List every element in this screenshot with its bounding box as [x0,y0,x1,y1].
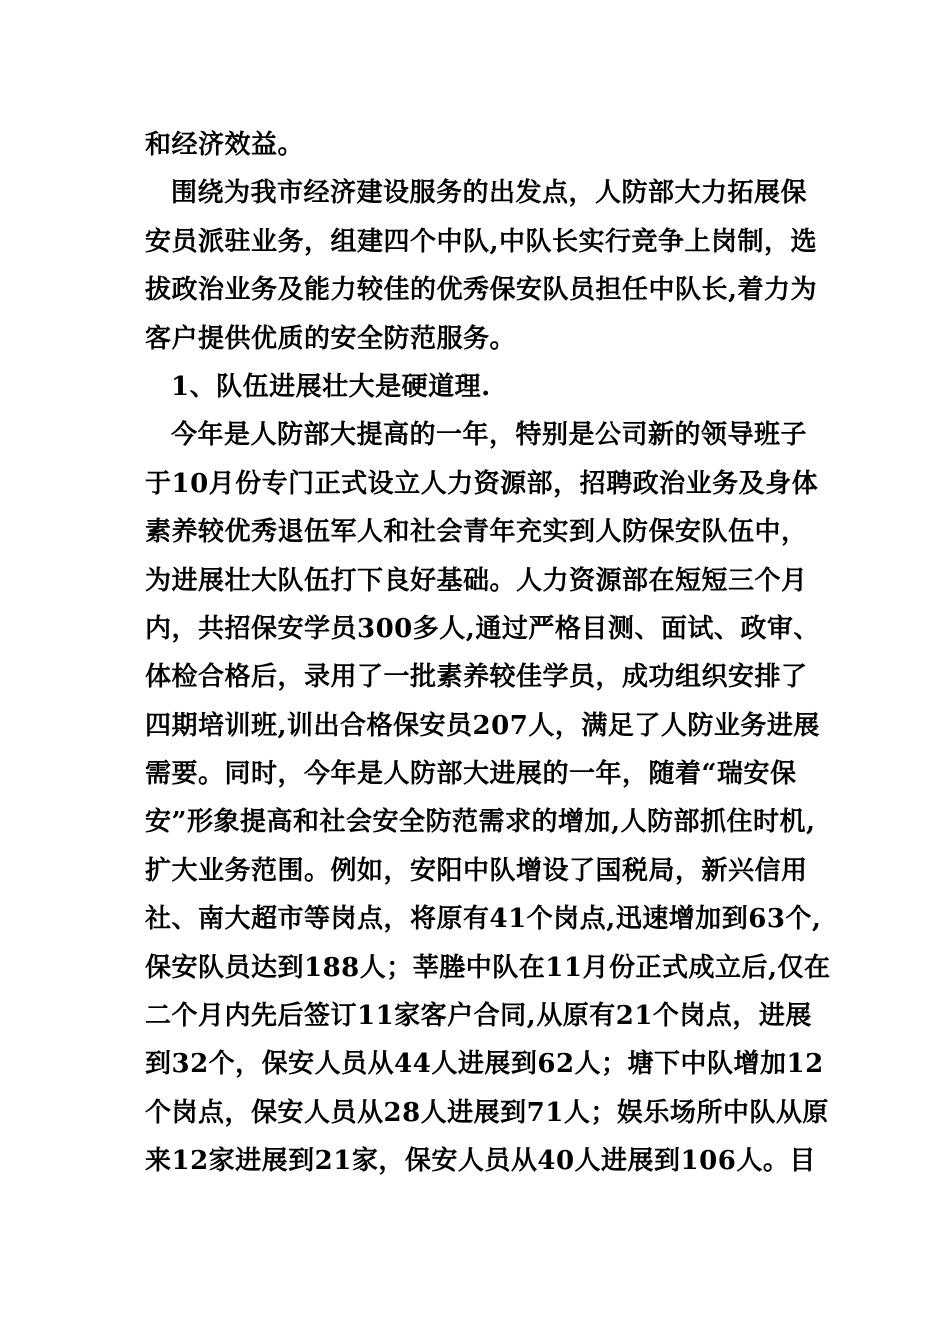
text-line-16: 扩大业务范围。例如，安阳中队增设了国税局，新兴信用 [145,855,808,886]
text-line-18: 保安队员达到188人；莘塍中队在11月份正式成立后,仅在 [145,952,831,983]
section-heading: 1、队伍进展壮大是硬道理. [171,371,491,402]
paragraph-start-line: 今年是人防部大提高的一年，特别是公司新的领导班子 [171,420,808,451]
paragraph-start-line: 围绕为我市经济建设服务的出发点，人防部大力拓展保 [171,178,808,209]
text-line-11: 内，共招保安学员300多人,通过严格目测、面试、政审、 [145,613,820,644]
text-line-19: 二个月内先后签订11家客户合同,从原有21个岗点，进展 [145,1001,812,1032]
text-line-21: 个岗点，保安人员从28人进展到71人；娱乐场所中队从原 [145,1097,829,1128]
document-body [145,121,831,1186]
text-line-1: 和经济效益。 [145,130,305,160]
text-line-5: 客户提供优质的安全防范服务。 [145,323,517,354]
text-line-4: 拔政治业务及能力较佳的优秀保安队员担任中队长,着力为 [145,275,818,306]
text-line-10: 为进展壮大队伍打下良好基础。人力资源部在短短三个月 [145,565,808,596]
text-line-20: 到32个，保安人员从44人进展到62人；塘下中队增加12 [145,1049,824,1080]
text-line-12: 体检合格后，录用了一批素养较佳学员，成功组织安排了 [145,662,808,693]
text-line-3: 安员派驻业务，组建四个中队,中队长实行竞争上岗制，选 [145,226,818,257]
text-line-8: 于10月份专门正式设立人力资源部，招聘政治业务及身体 [145,468,819,499]
text-line-22: 来12家进展到21家，保安人员从40人进展到106人。目 [145,1146,816,1177]
text-line-14: 需要。同时，今年是人防部大进展的一年，随着“瑞安保 [145,759,797,790]
text-line-13: 四期培训班,训出合格保安员207人，满足了人防业务进展 [145,710,820,741]
text-line-15: 安”形象提高和社会安全防范需求的增加,人防部抓住时机, [145,807,816,838]
text-line-17: 社、南大超市等岗点，将原有41个岗点,迅速增加到63个, [145,904,822,935]
text-line-9: 素养较优秀退伍军人和社会青年充实到人防保安队伍中， [145,517,808,548]
